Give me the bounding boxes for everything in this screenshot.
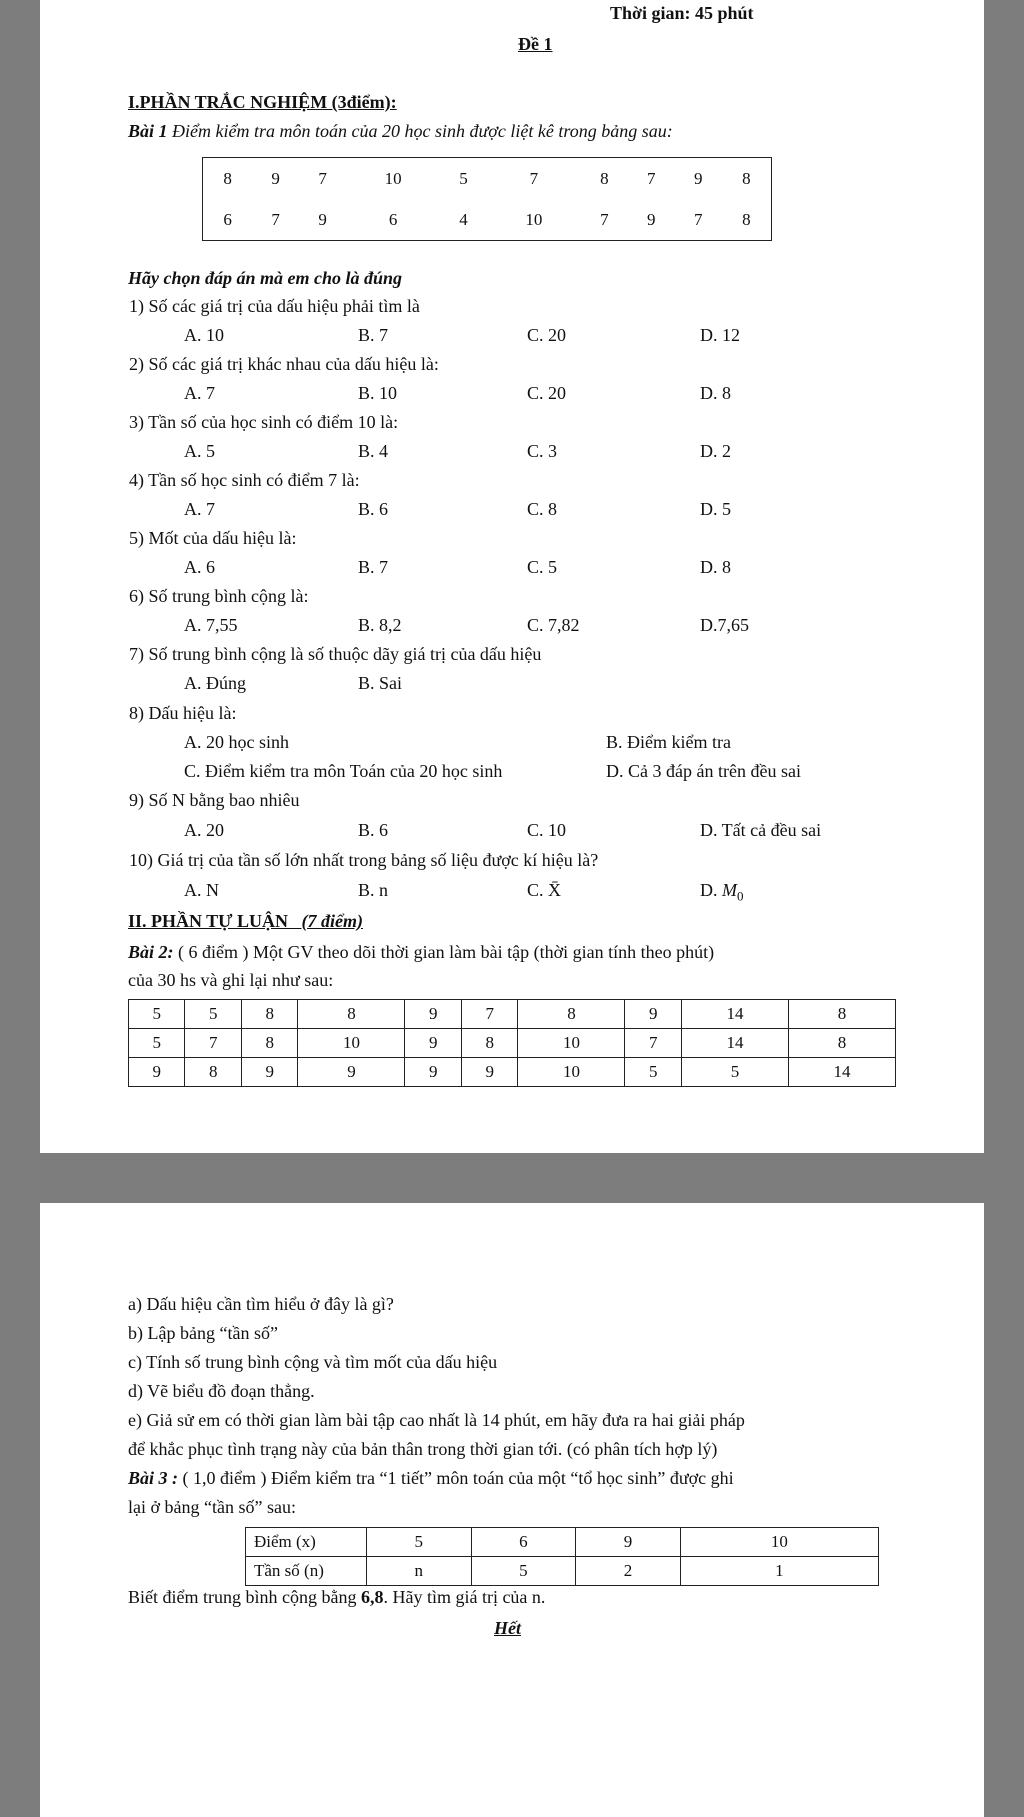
table-cell: 7 — [529, 168, 539, 188]
table-cell: 10 — [680, 1528, 878, 1557]
bai2-text — [128, 941, 714, 963]
table-cell: 8 — [788, 1000, 895, 1029]
option-a: A. N — [184, 880, 219, 900]
option-b: B. 8,2 — [358, 615, 402, 635]
table-cell: 14 — [681, 1000, 788, 1029]
option-b: B. 4 — [358, 441, 389, 461]
table-header-cell: Tần số (n) — [246, 1557, 367, 1586]
question-5: 5) Mốt của dấu hiệu là: — [129, 528, 297, 548]
question-1: 1) Số các giá trị của dấu hiệu phải tìm là — [129, 296, 420, 316]
option-b: B. 7 — [358, 557, 389, 577]
table-cell: 9 — [625, 1000, 681, 1029]
bai2-text-line2: của 30 hs và ghi lại như sau: — [128, 970, 334, 990]
table-cell: 8 — [742, 209, 751, 229]
instruction: Hãy chọn đáp án mà em cho là đúng — [128, 268, 403, 288]
table-row — [203, 199, 772, 241]
option-b: B. 6 — [358, 499, 389, 519]
table-cell: 8 — [241, 1029, 297, 1058]
question-10: 10) Giá trị của tần số lớn nhất trong bảng số liệu được kí hiệu là? — [129, 850, 599, 870]
table-cell: 5 — [459, 168, 468, 188]
option-b: B. 10 — [358, 383, 398, 403]
option-c: C. 10 — [527, 820, 567, 840]
option-d: D. 5 — [700, 499, 731, 519]
table-cell: 8 — [241, 1000, 297, 1029]
option-a: A. 5 — [184, 441, 215, 461]
section2-points: (7 điểm) — [301, 911, 363, 931]
option-a: A. 20 học sinh — [184, 732, 289, 752]
option-c: C. 5 — [527, 557, 558, 577]
table-cell: 5 — [471, 1557, 576, 1586]
option-a: A. 7,55 — [184, 615, 238, 635]
table-cell: 9 — [576, 1528, 681, 1557]
table-cell: 9 — [129, 1058, 185, 1087]
time-label: Thời gian: 45 phút — [610, 3, 754, 23]
option-a: A. 10 — [184, 325, 224, 345]
option-c: C. 3 — [527, 441, 558, 461]
bai3-question-pre: Biết điểm trung bình cộng bằng — [128, 1587, 361, 1607]
table-cell: 7 — [318, 168, 327, 188]
table-cell: 9 — [271, 168, 280, 188]
table-cell: 7 — [271, 209, 280, 229]
table-cell: 14 — [681, 1029, 788, 1058]
table-cell: 9 — [461, 1058, 517, 1087]
table-row — [246, 1557, 879, 1586]
bai3-text-line2: lại ở bảng “tần số” sau: — [128, 1497, 296, 1517]
option-c: C. 7,82 — [527, 615, 580, 635]
bai1-text — [128, 120, 673, 142]
option-c: C. 20 — [527, 383, 567, 403]
exam-page-2 — [40, 1203, 984, 1817]
section2-title — [128, 910, 363, 932]
table-cell: 9 — [694, 168, 703, 188]
table-cell: 1 — [680, 1557, 878, 1586]
time-table — [128, 999, 896, 1087]
question-2: 2) Số các giá trị khác nhau của dấu hiệu là: — [129, 354, 439, 374]
table-row — [246, 1528, 879, 1557]
table-cell: 9 — [405, 1000, 461, 1029]
table-cell: 5 — [367, 1528, 472, 1557]
table-cell: 5 — [185, 1000, 241, 1029]
table-cell: 8 — [461, 1029, 517, 1058]
option-b: B. Điểm kiểm tra — [606, 732, 731, 752]
part-d: d) Vẽ biểu đồ đoạn thẳng. — [128, 1381, 315, 1401]
table-cell: 6 — [388, 209, 398, 229]
table-cell: 5 — [681, 1058, 788, 1087]
table-cell: 9 — [318, 209, 327, 229]
table-cell: 10 — [525, 209, 543, 229]
bai2-label: Bài 2: — [128, 942, 174, 962]
table-cell: 7 — [185, 1029, 241, 1058]
table-cell: 2 — [576, 1557, 681, 1586]
table-cell: 10 — [384, 168, 402, 188]
option-c: C. Điểm kiểm tra môn Toán của 20 học sinh — [184, 761, 503, 781]
option-c: C. 20 — [527, 325, 567, 345]
option-a: A. Đúng — [184, 673, 246, 693]
table-row — [129, 1029, 896, 1058]
table-cell: 7 — [625, 1029, 681, 1058]
option-d: D.7,65 — [700, 615, 749, 635]
option-a: A. 20 — [184, 820, 224, 840]
bai3-question-post: . Hãy tìm giá trị của n. — [383, 1587, 546, 1607]
option-d: D. Cả 3 đáp án trên đều sai — [606, 761, 801, 781]
table-cell: 9 — [405, 1029, 461, 1058]
table-cell: 8 — [742, 168, 751, 188]
table-cell: 7 — [647, 168, 656, 188]
option-d: D. 8 — [700, 557, 731, 577]
table-cell: 8 — [518, 1000, 625, 1029]
table-cell: 7 — [600, 209, 609, 229]
table-row — [129, 1000, 896, 1029]
exam-number: Đề 1 — [518, 34, 553, 54]
option-d — [700, 880, 744, 905]
table-cell: 14 — [788, 1058, 895, 1087]
option-c: C. 8 — [527, 499, 558, 519]
bai1-description: Điểm kiểm tra môn toán của 20 học sinh được liệt kê trong bảng sau: — [167, 121, 673, 141]
table-cell: 8 — [223, 168, 232, 188]
table-cell: 8 — [788, 1029, 895, 1058]
mode-subscript: 0 — [737, 888, 744, 904]
option-b: B. n — [358, 880, 389, 900]
option-c: C. X̄ — [527, 880, 562, 900]
section2-heading: II. PHẦN TỰ LUẬN — [128, 911, 289, 931]
table-cell: 4 — [459, 209, 468, 229]
question-8: 8) Dấu hiệu là: — [129, 703, 237, 723]
part-e: e) Giả sử em có thời gian làm bài tập cao nhất là 14 phút, em hãy đưa ra hai giải pháp — [128, 1410, 745, 1430]
bai3-text — [128, 1467, 734, 1489]
option-b: B. 7 — [358, 325, 389, 345]
bai3-description: ( 1,0 điểm ) Điểm kiểm tra “1 tiết” môn toán của một “tổ học sinh” được ghi — [178, 1468, 734, 1488]
bai3-question-value: 6,8 — [360, 1587, 384, 1607]
table-cell: 9 — [405, 1058, 461, 1087]
option-d: D. 2 — [700, 441, 731, 461]
table-cell: 10 — [298, 1029, 405, 1058]
frequency-table — [245, 1527, 879, 1586]
table-cell: 7 — [461, 1000, 517, 1029]
mode-symbol: M — [722, 880, 737, 900]
question-4: 4) Tần số học sinh có điểm 7 là: — [129, 470, 360, 490]
table-cell: 8 — [600, 168, 609, 188]
option-a: A. 7 — [184, 499, 215, 519]
table-header-cell: Điểm (x) — [246, 1528, 367, 1557]
option-a: A. 6 — [184, 557, 215, 577]
table-cell: 10 — [518, 1058, 625, 1087]
option-d: D. Tất cả đều sai — [700, 820, 822, 840]
option-d: D. 8 — [700, 383, 731, 403]
table-cell: 9 — [241, 1058, 297, 1087]
table-cell: 6 — [223, 209, 232, 229]
bai1-label: Bài 1 — [128, 121, 168, 141]
part-e-line2: để khắc phục tình trạng này của bản thân trong thời gian tới. (có phân tích hợp lý) — [128, 1439, 718, 1459]
option-b: B. 6 — [358, 820, 389, 840]
table-cell: 7 — [694, 209, 703, 229]
table-cell: 9 — [298, 1058, 405, 1087]
table-cell: 6 — [471, 1528, 576, 1557]
bai3-label: Bài 3 : — [128, 1468, 179, 1488]
end-marker: Hết — [494, 1618, 521, 1638]
bai3-question — [128, 1586, 545, 1608]
option-b: B. Sai — [358, 673, 403, 693]
bai2-description: ( 6 điểm ) Một GV theo dõi thời gian làm bài tập (thời gian tính theo phút) — [173, 942, 715, 962]
question-3: 3) Tần số của học sinh có điểm 10 là: — [129, 412, 399, 432]
part-a: a) Dấu hiệu cần tìm hiểu ở đây là gì? — [128, 1294, 394, 1314]
table-cell: 10 — [518, 1029, 625, 1058]
table-cell: 5 — [625, 1058, 681, 1087]
question-6: 6) Số trung bình cộng là: — [129, 586, 309, 606]
scores-table — [202, 157, 772, 241]
option-d: D. 12 — [700, 325, 740, 345]
exam-page-1 — [40, 0, 984, 1153]
table-row — [203, 158, 772, 200]
table-cell: 5 — [129, 1029, 185, 1058]
part-b: b) Lập bảng “tần số” — [128, 1323, 278, 1343]
question-7: 7) Số trung bình cộng là số thuộc dãy giá trị của dấu hiệu — [129, 644, 542, 664]
option-d-prefix: D. — [700, 880, 722, 900]
option-a: A. 7 — [184, 383, 215, 403]
table-cell: 8 — [298, 1000, 405, 1029]
question-9: 9) Số N bằng bao nhiêu — [129, 790, 300, 810]
table-row — [129, 1058, 896, 1087]
table-cell: 8 — [185, 1058, 241, 1087]
table-cell: 5 — [129, 1000, 185, 1029]
table-cell: n — [367, 1557, 472, 1586]
table-cell: 9 — [647, 209, 656, 229]
part-c: c) Tính số trung bình cộng và tìm mốt của dấu hiệu — [128, 1352, 498, 1372]
section1-title: I.PHẦN TRẮC NGHIỆM (3điểm): — [128, 92, 397, 112]
